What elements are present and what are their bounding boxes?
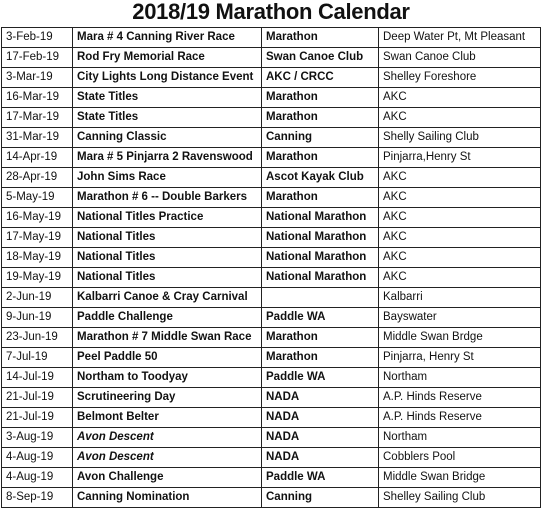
organizer-cell: Marathon — [262, 148, 379, 168]
date-cell: 31-Mar-19 — [2, 128, 73, 148]
event-cell: Avon Descent — [73, 448, 262, 468]
organizer-cell: Canning — [262, 488, 379, 508]
date-cell: 18-May-19 — [2, 248, 73, 268]
event-cell: State Titles — [73, 108, 262, 128]
table-row — [2, 88, 541, 108]
table-row — [2, 248, 541, 268]
event-cell: Rod Fry Memorial Race — [73, 48, 262, 68]
event-cell: Scrutineering Day — [73, 388, 262, 408]
location-cell: AKC — [379, 88, 541, 108]
location-cell: AKC — [379, 168, 541, 188]
event-cell: Northam to Toodyay — [73, 368, 262, 388]
date-cell: 8-Sep-19 — [2, 488, 73, 508]
table-row — [2, 328, 541, 348]
organizer-cell: Paddle WA — [262, 368, 379, 388]
date-cell: 3-Aug-19 — [2, 428, 73, 448]
organizer-cell: Paddle WA — [262, 468, 379, 488]
location-cell: AKC — [379, 268, 541, 288]
event-cell: Mara # 5 Pinjarra 2 Ravenswood — [73, 148, 262, 168]
date-cell: 14-Apr-19 — [2, 148, 73, 168]
table-row — [2, 368, 541, 388]
organizer-cell: NADA — [262, 408, 379, 428]
event-cell: John Sims Race — [73, 168, 262, 188]
table-row — [2, 108, 541, 128]
table-row — [2, 208, 541, 228]
date-cell: 23-Jun-19 — [2, 328, 73, 348]
table-row — [2, 188, 541, 208]
location-cell: AKC — [379, 208, 541, 228]
location-cell: AKC — [379, 248, 541, 268]
event-cell: State Titles — [73, 88, 262, 108]
date-cell: 28-Apr-19 — [2, 168, 73, 188]
event-cell: Canning Nomination — [73, 488, 262, 508]
event-cell: Marathon # 6 -- Double Barkers — [73, 188, 262, 208]
organizer-cell: Marathon — [262, 328, 379, 348]
date-cell: 14-Jul-19 — [2, 368, 73, 388]
table-row — [2, 228, 541, 248]
event-cell: National Titles — [73, 228, 262, 248]
date-cell: 7-Jul-19 — [2, 348, 73, 368]
organizer-cell: NADA — [262, 448, 379, 468]
organizer-cell: Ascot Kayak Club — [262, 168, 379, 188]
date-cell: 9-Jun-19 — [2, 308, 73, 328]
table-row — [2, 428, 541, 448]
location-cell: Bayswater — [379, 308, 541, 328]
event-cell: National Titles — [73, 248, 262, 268]
organizer-cell: Marathon — [262, 108, 379, 128]
page-title: 2018/19 Marathon Calendar — [132, 0, 410, 24]
organizer-cell: Canning — [262, 128, 379, 148]
location-cell: Middle Swan Bridge — [379, 468, 541, 488]
event-cell: Peel Paddle 50 — [73, 348, 262, 368]
location-cell: Pinjarra,Henry St — [379, 148, 541, 168]
table-row — [2, 308, 541, 328]
date-cell: 17-May-19 — [2, 228, 73, 248]
event-cell: National Titles Practice — [73, 208, 262, 228]
table-row — [2, 488, 541, 508]
event-cell: Canning Classic — [73, 128, 262, 148]
organizer-cell: Marathon — [262, 28, 379, 48]
table-row — [2, 148, 541, 168]
location-cell: Shelly Sailing Club — [379, 128, 541, 148]
event-cell: Marathon # 7 Middle Swan Race — [73, 328, 262, 348]
event-cell: Kalbarri Canoe & Cray Carnival — [73, 288, 262, 308]
organizer-cell: National Marathon — [262, 248, 379, 268]
event-cell: National Titles — [73, 268, 262, 288]
table-row — [2, 348, 541, 368]
table-row — [2, 48, 541, 68]
location-cell: Swan Canoe Club — [379, 48, 541, 68]
location-cell: Pinjarra, Henry St — [379, 348, 541, 368]
date-cell: 16-May-19 — [2, 208, 73, 228]
table-row — [2, 268, 541, 288]
location-cell: Deep Water Pt, Mt Pleasant — [379, 28, 541, 48]
table-row — [2, 408, 541, 428]
location-cell: A.P. Hinds Reserve — [379, 408, 541, 428]
event-cell: Avon Descent — [73, 428, 262, 448]
organizer-cell: Swan Canoe Club — [262, 48, 379, 68]
location-cell: AKC — [379, 228, 541, 248]
table-row — [2, 28, 541, 48]
organizer-cell: National Marathon — [262, 208, 379, 228]
location-cell: Shelley Sailing Club — [379, 488, 541, 508]
event-cell: Mara # 4 Canning River Race — [73, 28, 262, 48]
location-cell: Northam — [379, 368, 541, 388]
location-cell: Middle Swan Brdge — [379, 328, 541, 348]
location-cell: AKC — [379, 188, 541, 208]
table-row — [2, 448, 541, 468]
calendar-table-body — [2, 28, 541, 508]
location-cell: Northam — [379, 428, 541, 448]
table-row — [2, 168, 541, 188]
date-cell: 21-Jul-19 — [2, 388, 73, 408]
location-cell: AKC — [379, 108, 541, 128]
table-row — [2, 288, 541, 308]
date-cell: 2-Jun-19 — [2, 288, 73, 308]
date-cell: 16-Mar-19 — [2, 88, 73, 108]
date-cell: 4-Aug-19 — [2, 468, 73, 488]
table-row — [2, 468, 541, 488]
table-row — [2, 128, 541, 148]
organizer-cell: National Marathon — [262, 268, 379, 288]
organizer-cell: National Marathon — [262, 228, 379, 248]
date-cell: 5-May-19 — [2, 188, 73, 208]
location-cell: Shelley Foreshore — [379, 68, 541, 88]
organizer-cell: NADA — [262, 388, 379, 408]
date-cell: 4-Aug-19 — [2, 448, 73, 468]
event-cell: Paddle Challenge — [73, 308, 262, 328]
table-row — [2, 68, 541, 88]
calendar-table — [1, 27, 541, 508]
organizer-cell — [262, 288, 379, 308]
date-cell: 17-Mar-19 — [2, 108, 73, 128]
organizer-cell: NADA — [262, 428, 379, 448]
location-cell: Cobblers Pool — [379, 448, 541, 468]
organizer-cell: Marathon — [262, 88, 379, 108]
date-cell: 19-May-19 — [2, 268, 73, 288]
event-cell: City Lights Long Distance Event — [73, 68, 262, 88]
location-cell: A.P. Hinds Reserve — [379, 388, 541, 408]
location-cell: Kalbarri — [379, 288, 541, 308]
date-cell: 21-Jul-19 — [2, 408, 73, 428]
date-cell: 17-Feb-19 — [2, 48, 73, 68]
date-cell: 3-Mar-19 — [2, 68, 73, 88]
organizer-cell: Paddle WA — [262, 308, 379, 328]
organizer-cell: AKC / CRCC — [262, 68, 379, 88]
organizer-cell: Marathon — [262, 348, 379, 368]
date-cell: 3-Feb-19 — [2, 28, 73, 48]
event-cell: Avon Challenge — [73, 468, 262, 488]
event-cell: Belmont Belter — [73, 408, 262, 428]
organizer-cell: Marathon — [262, 188, 379, 208]
table-row — [2, 388, 541, 408]
